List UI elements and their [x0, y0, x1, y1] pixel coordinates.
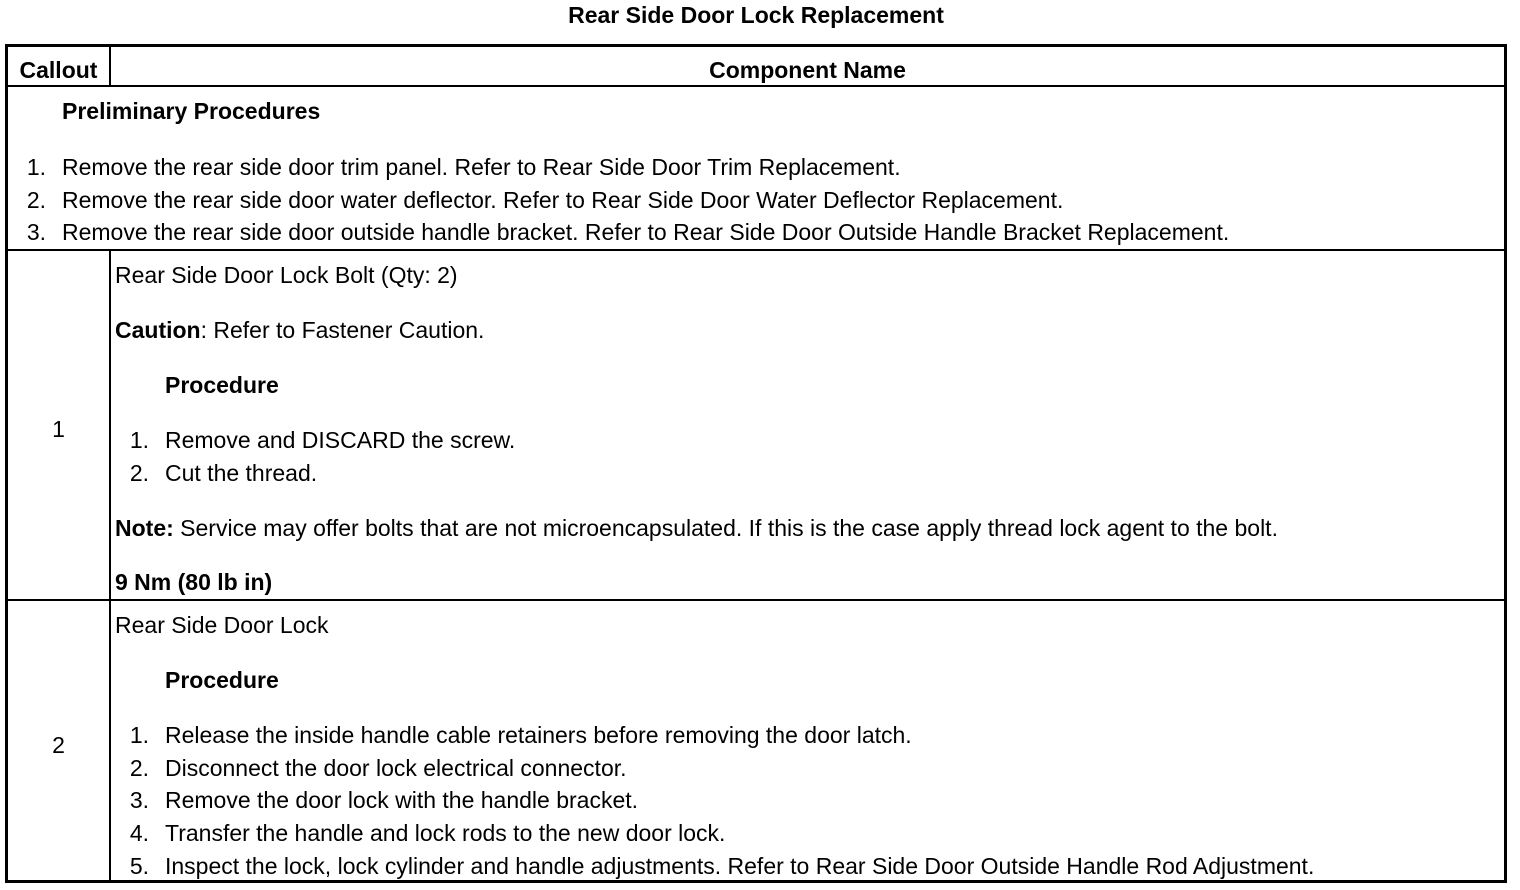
procedure-step-text: Inspect the lock, lock cylinder and handle adjustments. Refer to Rear Side Door Outside Handle Rod Adjustment. [165, 853, 1315, 879]
page-title: Rear Side Door Lock Replacement [568, 2, 944, 28]
procedure-step-number: 5. [129, 853, 149, 879]
component-table [5, 44, 1507, 883]
procedure-step-number: 3. [129, 787, 149, 813]
procedure-heading: Procedure [165, 667, 279, 693]
torque-spec: 9 Nm (80 lb in) [115, 569, 273, 595]
procedure-step-text: Cut the thread. [165, 460, 318, 486]
prelim-step-text: Remove the rear side door outside handle bracket. Refer to Rear Side Door Outside Handle Bracket Replacement. [62, 219, 1230, 245]
caution-line [115, 317, 484, 343]
component-name: Rear Side Door Lock Bolt (Qty: 2) [115, 262, 458, 288]
caution-text: : Refer to Fastener Caution. [200, 317, 485, 343]
header-callout: Callout [19, 57, 98, 83]
header-component-name: Component Name [709, 57, 906, 83]
preliminary-divider [8, 249, 1504, 251]
component-name: Rear Side Door Lock [115, 612, 329, 638]
prelim-step-number: 1. [26, 154, 46, 180]
procedure-step-number: 1. [129, 722, 149, 748]
procedure-step-number: 4. [129, 820, 149, 846]
callout-number: 1 [52, 416, 65, 442]
procedure-step-number: 2. [129, 755, 149, 781]
note-label: Note: [115, 515, 174, 541]
prelim-step-number: 2. [26, 187, 46, 213]
header-divider [8, 85, 1504, 87]
procedure-step-number: 2. [129, 460, 149, 486]
row-divider [8, 599, 1504, 601]
procedure-step-text: Remove the door lock with the handle bracket. [165, 787, 639, 813]
prelim-step-number: 3. [26, 219, 46, 245]
note-text: Service may offer bolts that are not microencapsulated. If this is the case apply thread lock agent to the bolt. [173, 515, 1278, 541]
preliminary-heading: Preliminary Procedures [62, 98, 321, 124]
procedure-step-number: 1. [129, 427, 149, 453]
caution-label: Caution [115, 317, 201, 343]
procedure-heading: Procedure [165, 372, 279, 398]
procedure-step-text: Disconnect the door lock electrical connector. [165, 755, 627, 781]
prelim-step-text: Remove the rear side door water deflector. Refer to Rear Side Door Water Deflector Replacement. [62, 187, 1064, 213]
callout-number: 2 [52, 732, 65, 758]
note-line [115, 515, 1278, 541]
procedure-step-text: Remove and DISCARD the screw. [165, 427, 516, 453]
procedure-step-text: Release the inside handle cable retainers before removing the door latch. [165, 722, 912, 748]
prelim-step-text: Remove the rear side door trim panel. Refer to Rear Side Door Trim Replacement. [62, 154, 901, 180]
column-divider-body [109, 249, 111, 883]
procedure-step-text: Transfer the handle and lock rods to the new door lock. [165, 820, 726, 846]
